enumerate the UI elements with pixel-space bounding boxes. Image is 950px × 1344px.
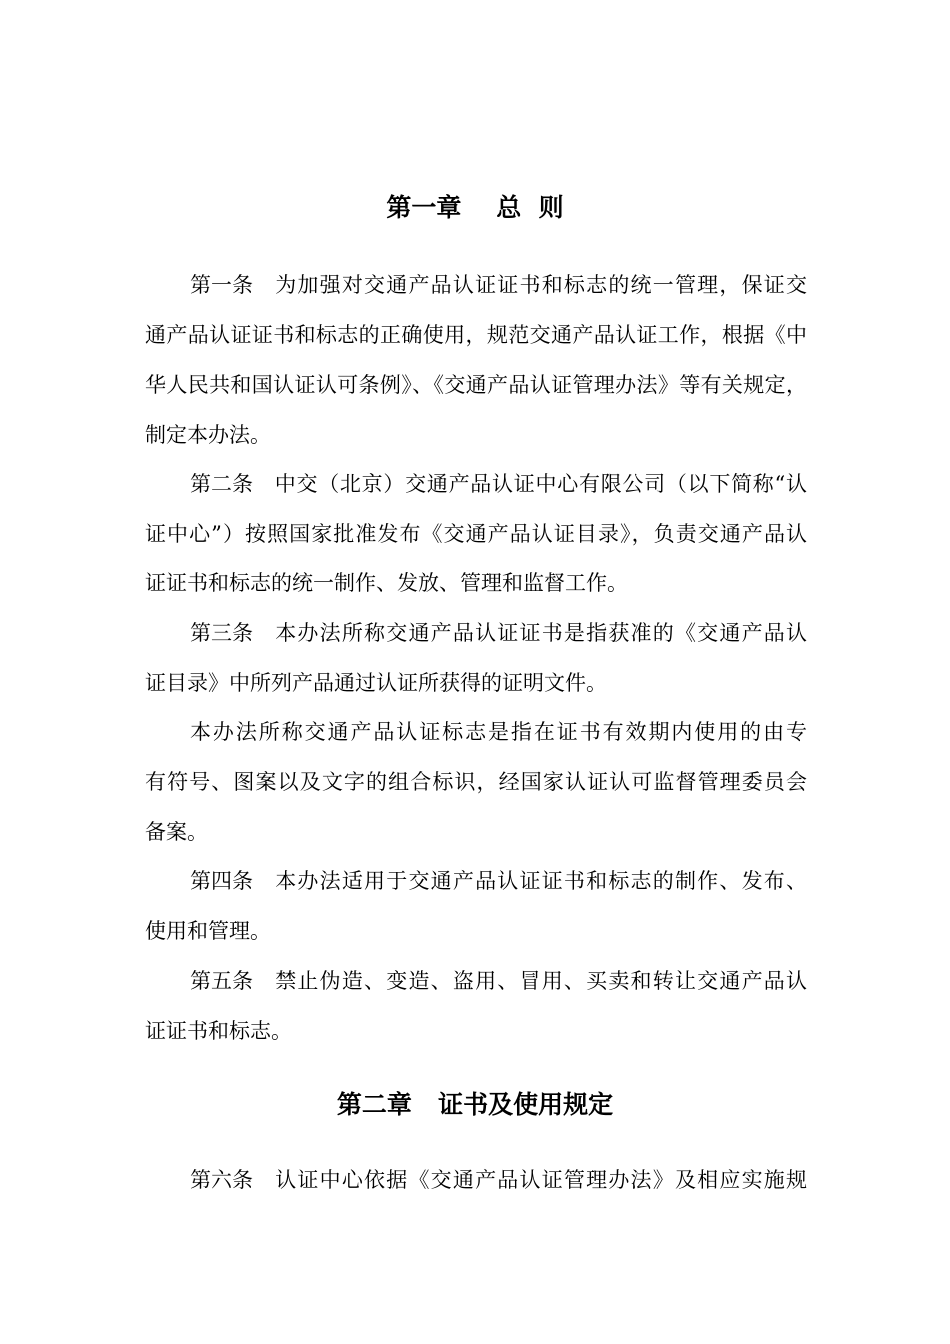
article-2-line-2: 证中心”）按照国家批准发布《交通产品认证目录》，负责交通产品认	[145, 522, 807, 546]
article-4-line-2: 使用和管理。	[145, 919, 271, 943]
article-5-text: 禁止伪造、变造、盗用、冒用、买卖和转让交通产品认	[274, 969, 807, 993]
article-1-text: 为加强对交通产品认证证书和标志的统一管理，保证交	[274, 273, 807, 297]
article-4-text: 本办法适用于交通产品认证证书和标志的制作、发布、	[274, 869, 807, 893]
chapter-2-label: 第二章	[336, 1090, 412, 1119]
article-6-text: 认证中心依据《交通产品认证管理办法》及相应实施规	[274, 1168, 807, 1192]
article-3-line-1	[190, 618, 807, 648]
chapter-1-title: 总 则	[496, 193, 564, 222]
article-6-label: 第六条	[190, 1168, 253, 1192]
article-3-line-2: 证目录》中所列产品通过认证所获得的证明文件。	[145, 671, 607, 695]
article-1-line-2: 通产品认证证书和标志的正确使用，规范交通产品认证工作，根据《中	[145, 323, 807, 347]
article-3-para2-line-3: 备案。	[145, 820, 208, 844]
article-5-line-2: 证证书和标志。	[145, 1019, 292, 1043]
article-3-para2-line-1: 本办法所称交通产品认证标志是指在证书有效期内使用的由专	[190, 720, 807, 744]
article-2-text: 中交（北京）交通产品认证中心有限公司（以下简称“认	[274, 472, 807, 496]
article-3-para2-line-2: 有符号、图案以及文字的组合标识，经国家认证认可监督管理委员会	[145, 770, 807, 794]
chapter-1-label: 第一章	[386, 193, 462, 222]
article-1-line-1	[190, 270, 807, 300]
article-1-label: 第一条	[190, 273, 253, 297]
chapter-2-heading	[0, 1090, 950, 1120]
article-2-line-3: 证证书和标志的统一制作、发放、管理和监督工作。	[145, 571, 628, 595]
chapter-2-title: 证书及使用规定	[438, 1090, 614, 1119]
article-3-label: 第三条	[190, 621, 253, 645]
article-4-line-1	[190, 866, 807, 896]
article-1-line-4: 制定本办法。	[145, 423, 271, 447]
article-5-label: 第五条	[190, 969, 253, 993]
article-5-line-1	[190, 966, 807, 996]
article-1-line-3: 华人民共和国认证认可条例》、《交通产品认证管理办法》等有关规定，	[145, 373, 807, 397]
article-4-label: 第四条	[190, 869, 253, 893]
article-3-text: 本办法所称交通产品认证证书是指获准的《交通产品认	[274, 621, 807, 645]
article-6-line-1	[190, 1165, 807, 1195]
chapter-1-heading	[0, 193, 950, 223]
article-2-label: 第二条	[190, 472, 253, 496]
article-2-line-1	[190, 469, 807, 499]
